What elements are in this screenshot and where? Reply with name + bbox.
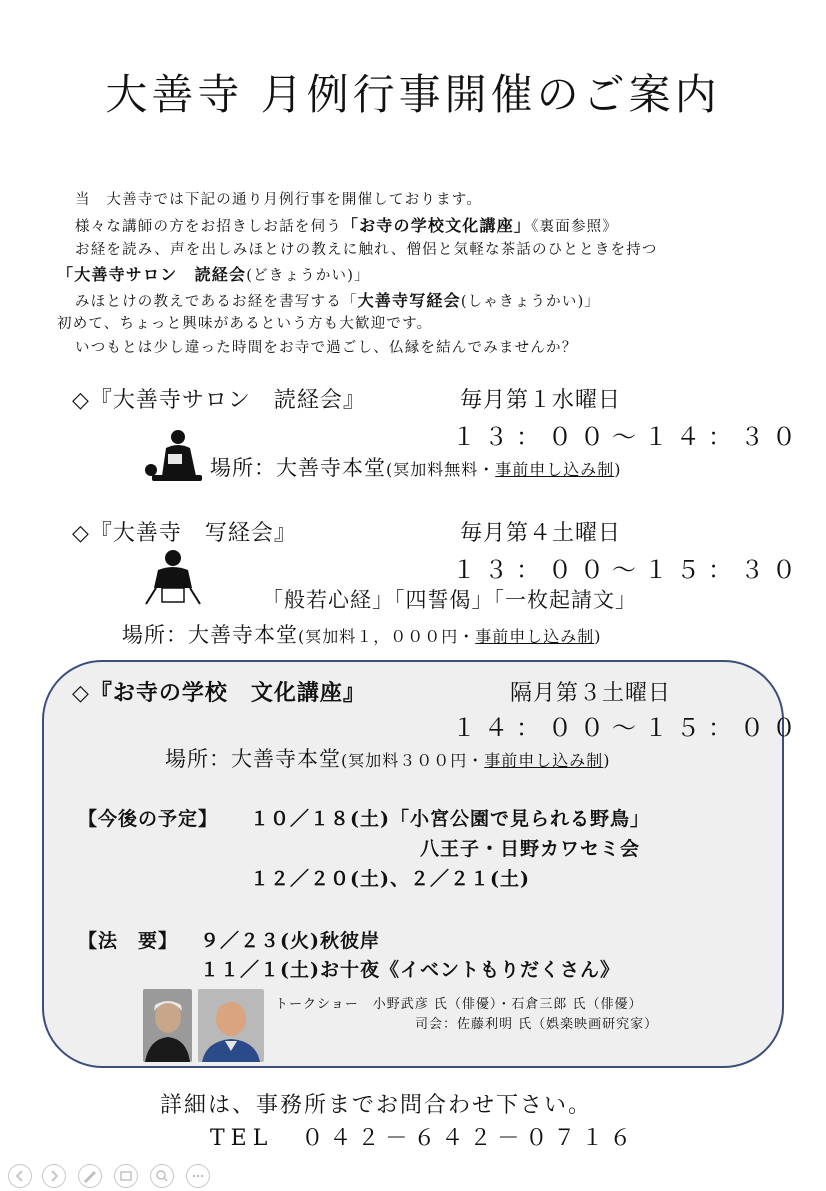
shakyo-sutras: 「般若心経」「四誓偈」「一枚起請文」 [262, 588, 637, 612]
reading-monk-icon [140, 428, 204, 484]
prev-icon [9, 1165, 31, 1187]
zoom-button[interactable] [150, 1164, 174, 1188]
intro-line-5a: みほとけの教えであるお経を書写する「 [75, 294, 358, 310]
shakyo-day: 毎月第４土曜日 [460, 521, 622, 546]
talkshow-line: トークショー 小野武彦 氏（俳優）・石倉三郎 氏（俳優） [275, 997, 643, 1012]
intro-line-2c: 《裏面参照》 [531, 219, 619, 235]
schedule-item-1-host: 八王子・日野カワセミ会 [420, 838, 641, 860]
next-slide-button[interactable] [42, 1164, 66, 1188]
schedule-item-2: １２／２０(土)、２／２１(土) [250, 868, 530, 890]
school-fee: (冥加料３００円・ [341, 751, 485, 770]
pen-tool-button[interactable] [78, 1164, 102, 1188]
shakyo-fee: (冥加料１，０００円・ [298, 627, 476, 646]
shakyo-reserve: 事前申し込み制 [475, 627, 595, 646]
contact-line: 詳細は、事務所までお問合わせ下さい。 [160, 1093, 593, 1118]
intro-line-5 [75, 288, 600, 311]
guest-photo-2 [198, 989, 264, 1062]
intro-salon-name: 「大善寺サロン 読経会 [57, 265, 247, 284]
intro-line-2a: 様々な講師の方をお招きしお話を伺う [75, 219, 342, 235]
shakyo-place: 場所：大善寺本堂 [122, 623, 298, 647]
school-day: 隔月第３土曜日 [510, 681, 672, 706]
salon-close: ) [614, 460, 622, 479]
school-place-line [165, 743, 611, 773]
school-heading: ◇『お寺の学校 文化講座』 [72, 680, 366, 706]
next-icon [43, 1165, 65, 1187]
shakyo-heading: ◇『大善寺 写経会』 [72, 521, 297, 546]
shakyo-close: ) [594, 627, 602, 646]
salon-place: 場所：大善寺本堂 [210, 456, 386, 480]
intro-line-4b: (どきょうかい)」 [246, 268, 370, 284]
school-reserve: 事前申し込み制 [484, 751, 604, 770]
more-options-button[interactable] [186, 1164, 210, 1188]
page-title: 大善寺 月例行事開催のご案内 [105, 70, 721, 119]
intro-line-2 [75, 213, 618, 236]
salon-day: 毎月第１水曜日 [460, 388, 622, 413]
tel-line: TEL ０４２－６４２－０７１６ [210, 1126, 638, 1151]
intro-school-name: 「お寺の学校文化講座」 [341, 216, 532, 235]
intro-shakyo-name: 大善寺写経会 [357, 291, 461, 310]
salon-heading: ◇『大善寺サロン 読経会』 [72, 388, 366, 413]
salon-reserve: 事前申し込み制 [495, 460, 615, 479]
intro-line-7: いつもとは少し違った時間をお寺で過ごし、仏縁を結んでみませんか？ [75, 340, 578, 356]
slides-button[interactable] [114, 1164, 138, 1188]
slides-icon [115, 1165, 137, 1187]
hoyo-item-2: １１／１(土)お十夜《イベントもりだくさん》 [200, 959, 620, 981]
salon-time: １３：００～１４：３０ [452, 423, 804, 451]
intro-line-3: お経を読み、声を出しみほとけの教えに触れ、僧侶と気軽な茶話のひとときを持つ [75, 242, 658, 258]
guest-photo-1 [143, 989, 192, 1062]
pen-icon [79, 1165, 101, 1187]
intro-line-5c: (しゃきょうかい)」 [460, 294, 601, 310]
salon-fee: (冥加料無料・ [386, 460, 496, 479]
writing-person-icon [140, 548, 206, 606]
intro-line-6: 初めて、ちょっと興味があるという方も大歓迎です。 [57, 316, 433, 332]
prev-slide-button[interactable] [8, 1164, 32, 1188]
intro-line-1: 当 大善寺では下記の通り月例行事を開催しております。 [75, 192, 483, 208]
hoyo-item-1: ９／２３(火)秋彼岸 [200, 930, 380, 952]
zoom-icon [151, 1165, 173, 1187]
shakyo-time: １３：００～１５：３０ [452, 556, 804, 584]
school-time: １４：００～１５：００ [452, 714, 804, 742]
shakyo-place-line [122, 619, 602, 649]
salon-place-line [210, 452, 622, 482]
school-place: 場所：大善寺本堂 [165, 747, 341, 771]
school-close: ) [603, 751, 611, 770]
intro-line-4 [57, 262, 370, 285]
more-icon [187, 1165, 209, 1187]
schedule-item-1: １０／１８(土)「小宮公園で見られる野鳥」 [250, 808, 650, 830]
hoyo-label: 【法 要】 [78, 930, 179, 952]
emcee-line: 司会：佐藤利明 氏（娯楽映画研究家） [415, 1017, 659, 1032]
schedule-label: 【今後の予定】 [78, 808, 219, 830]
